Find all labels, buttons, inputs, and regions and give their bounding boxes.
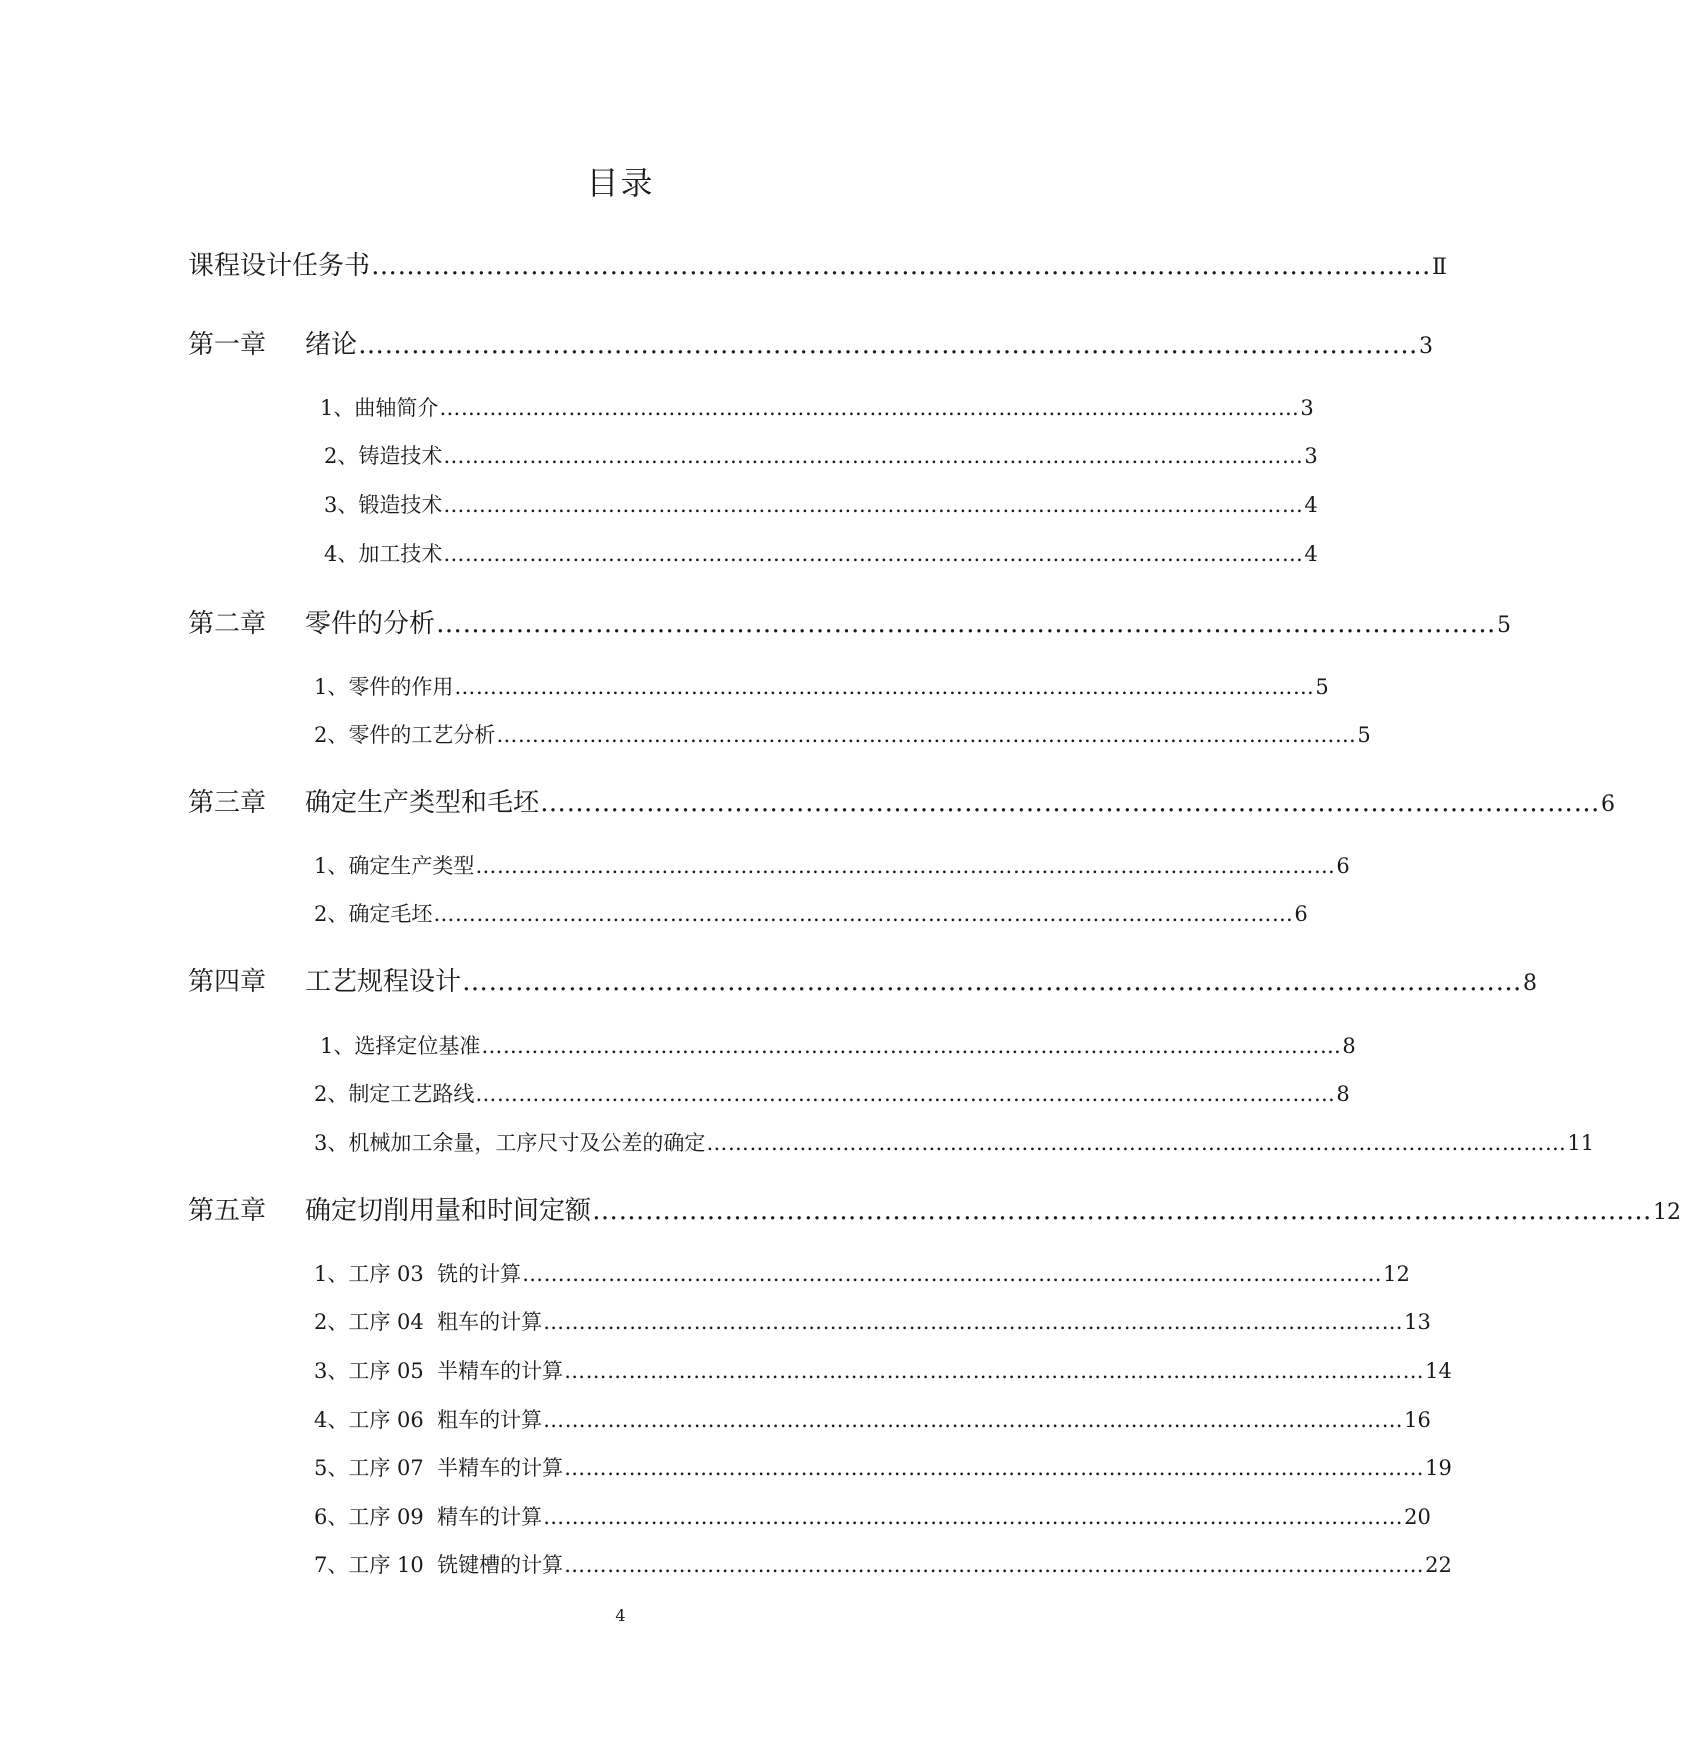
dot-leader: ………………………………………………………………………………………………………… [462, 967, 1523, 997]
toc-entry-5-6[interactable] [314, 1501, 1431, 1533]
toc-page-number: 3 [1300, 396, 1314, 420]
dot-leader: ………………………………………………………………………………………………………… [564, 1456, 1425, 1480]
dot-leader: ………………………………………………………………………………………………………… [443, 444, 1304, 468]
dot-leader: ………………………………………………………………………………………………………… [481, 1034, 1342, 1058]
toc-page-number: 22 [1425, 1553, 1452, 1577]
toc-entry-label: 课程设计任务书 [188, 251, 371, 281]
toc-page-number: 4 [1304, 493, 1318, 517]
toc-page-number: 3 [1419, 334, 1434, 359]
toc-entry-label: 2、制定工艺路线 [314, 1082, 475, 1106]
chapter-number: 第五章 [188, 1196, 267, 1226]
toc-entry-label [188, 962, 461, 1002]
toc-page-number: 20 [1404, 1505, 1431, 1529]
toc-entry-chapter-3[interactable] [188, 783, 1616, 825]
toc-entry-3-2[interactable] [314, 898, 1308, 930]
chapter-number: 第三章 [188, 788, 267, 818]
dot-leader: ………………………………………………………………………………………………………… [358, 330, 1419, 360]
toc-page-number: 16 [1404, 1408, 1431, 1432]
toc-entry-1-4[interactable] [324, 538, 1318, 570]
toc-entry-label: 6、工序 09 精车的计算 [314, 1505, 543, 1529]
toc-entry-1-2[interactable] [324, 440, 1318, 472]
dot-leader: ………………………………………………………………………………………………………… [436, 609, 1497, 639]
toc-page-number: 13 [1404, 1310, 1431, 1334]
toc-entry-task-book[interactable] [188, 246, 1447, 288]
toc-entry-chapter-5[interactable] [188, 1191, 1681, 1233]
toc-page-number: 3 [1304, 444, 1318, 468]
toc-entry-label [188, 604, 435, 644]
toc-title: 目录 [586, 164, 655, 202]
toc-entry-4-1[interactable] [320, 1030, 1356, 1062]
toc-page-number: 8 [1342, 1034, 1356, 1058]
toc-page-number: 14 [1425, 1359, 1452, 1383]
toc-page-number: 8 [1336, 1082, 1350, 1106]
toc-entry-chapter-2[interactable] [188, 604, 1512, 646]
toc-entry-5-5[interactable] [314, 1452, 1452, 1484]
toc-entry-1-3[interactable] [324, 489, 1318, 521]
dot-leader: ………………………………………………………………………………………………………… [592, 1196, 1653, 1226]
toc-entry-4-2[interactable] [314, 1078, 1350, 1110]
toc-entry-label [188, 325, 357, 365]
toc-entry-chapter-1[interactable] [188, 325, 1434, 367]
toc-entry-2-1[interactable] [314, 671, 1329, 703]
dot-leader: ………………………………………………………………………………………………………… [371, 251, 1432, 281]
toc-entry-label: 1、确定生产类型 [314, 854, 475, 878]
toc-entry-label: 1、选择定位基准 [320, 1034, 481, 1058]
toc-page-number: 6 [1601, 792, 1616, 817]
dot-leader: ………………………………………………………………………………………………………… [543, 1505, 1404, 1529]
toc-entry-3-1[interactable] [314, 850, 1350, 882]
toc-page-number: 12 [1383, 1262, 1410, 1286]
toc-entry-label: 2、确定毛坯 [314, 902, 433, 926]
chapter-title: 工艺规程设计 [305, 967, 462, 997]
dot-leader: ………………………………………………………………………………………………………… [543, 1408, 1404, 1432]
toc-entry-label [188, 1191, 591, 1231]
chapter-number: 第一章 [188, 330, 267, 360]
toc-entry-label: 2、铸造技术 [324, 444, 443, 468]
dot-leader: ………………………………………………………………………………………………………… [564, 1553, 1425, 1577]
toc-entry-2-2[interactable] [314, 719, 1371, 751]
toc-page-number: 6 [1336, 854, 1350, 878]
toc-entry-label: 1、工序 03 铣的计算 [314, 1262, 522, 1286]
dot-leader: ………………………………………………………………………………………………………… [564, 1359, 1425, 1383]
toc-entry-label: 3、工序 05 半精车的计算 [314, 1359, 564, 1383]
toc-page-number: 8 [1523, 971, 1538, 996]
toc-entry-label: 2、工序 04 粗车的计算 [314, 1310, 543, 1334]
dot-leader: ………………………………………………………………………………………………………… [454, 675, 1315, 699]
dot-leader: ………………………………………………………………………………………………………… [475, 1082, 1336, 1106]
toc-page-number: 5 [1315, 675, 1329, 699]
toc-entry-label: 2、零件的工艺分析 [314, 723, 496, 747]
chapter-title: 确定生产类型和毛坯 [305, 788, 540, 818]
toc-page-number: 4 [1304, 542, 1318, 566]
toc-page-number: 19 [1425, 1456, 1452, 1480]
toc-entry-1-1[interactable] [320, 392, 1314, 424]
dot-leader: ………………………………………………………………………………………………………… [540, 788, 1601, 818]
dot-leader: ………………………………………………………………………………………………………… [475, 854, 1336, 878]
toc-page-number: 6 [1294, 902, 1308, 926]
dot-leader: ………………………………………………………………………………………………………… [706, 1131, 1567, 1155]
toc-entry-label: 4、加工技术 [324, 542, 443, 566]
toc-page-number: 5 [1497, 613, 1512, 638]
dot-leader: ………………………………………………………………………………………………………… [433, 902, 1294, 926]
dot-leader: ………………………………………………………………………………………………………… [439, 396, 1300, 420]
dot-leader: ………………………………………………………………………………………………………… [543, 1310, 1404, 1334]
toc-page-number: 11 [1567, 1131, 1595, 1155]
toc-entry-label: 1、零件的作用 [314, 675, 454, 699]
chapter-number: 第四章 [188, 967, 267, 997]
dot-leader: ………………………………………………………………………………………………………… [522, 1262, 1383, 1286]
toc-page-number: Ⅱ [1432, 255, 1447, 280]
toc-entry-label: 4、工序 06 粗车的计算 [314, 1408, 543, 1432]
toc-entry-5-2[interactable] [314, 1306, 1431, 1338]
chapter-title: 绪论 [305, 330, 358, 360]
page-number-footer: 4 [615, 1606, 626, 1625]
toc-entry-5-7[interactable] [314, 1549, 1452, 1581]
dot-leader: ………………………………………………………………………………………………………… [443, 493, 1304, 517]
toc-entry-5-3[interactable] [314, 1355, 1452, 1387]
toc-entry-label: 3、锻造技术 [324, 493, 443, 517]
toc-page-number: 12 [1653, 1200, 1681, 1225]
toc-page-number: 5 [1357, 723, 1371, 747]
chapter-title: 零件的分析 [305, 609, 436, 639]
toc-entry-label [188, 783, 539, 823]
toc-entry-label: 5、工序 07 半精车的计算 [314, 1456, 564, 1480]
dot-leader: ………………………………………………………………………………………………………… [496, 723, 1357, 747]
dot-leader: ………………………………………………………………………………………………………… [443, 542, 1304, 566]
toc-entry-5-4[interactable] [314, 1404, 1431, 1436]
toc-entry-5-1[interactable] [314, 1258, 1410, 1290]
toc-entry-4-3[interactable] [314, 1127, 1595, 1159]
chapter-number: 第二章 [188, 609, 267, 639]
toc-entry-chapter-4[interactable] [188, 962, 1538, 1004]
toc-entry-label: 1、曲轴简介 [320, 396, 439, 420]
toc-entry-label: 7、工序 10 铣键槽的计算 [314, 1553, 564, 1577]
chapter-title: 确定切削用量和时间定额 [305, 1196, 592, 1226]
toc-entry-label: 3、机械加工余量，工序尺寸及公差的确定 [314, 1131, 706, 1155]
